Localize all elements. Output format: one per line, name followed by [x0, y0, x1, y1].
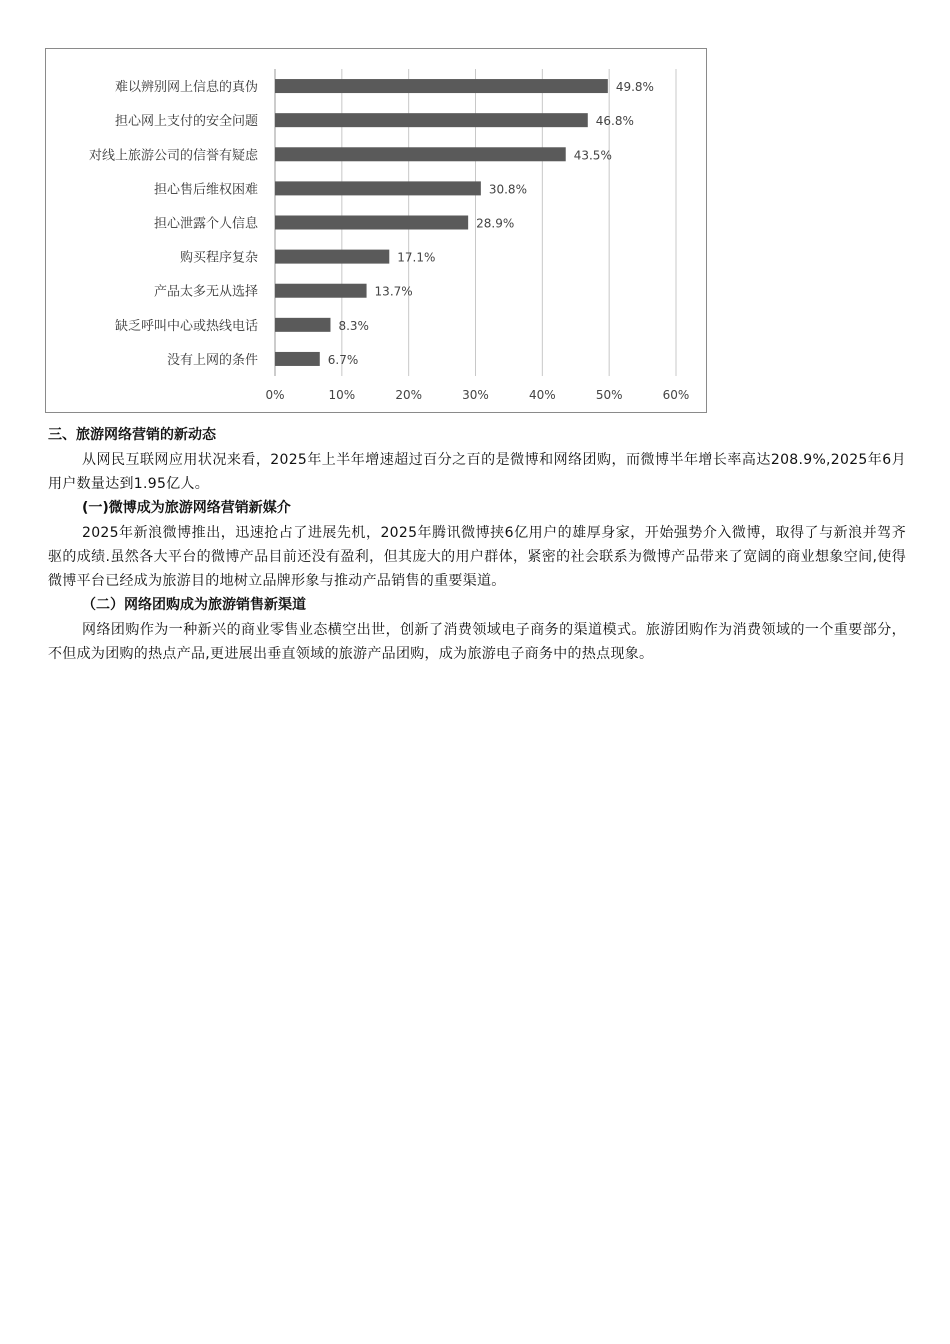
- bar: [275, 284, 367, 298]
- bar: [275, 147, 566, 161]
- category-label: 担心售后维权困难: [153, 182, 258, 198]
- bar-chart-svg: [46, 49, 706, 412]
- document-body: [48, 423, 906, 666]
- x-tick-label: 10%: [328, 388, 356, 402]
- intro-paragraph: 从网民互联网应用状况来看，2025年上半年增速超过百分之百的是微博和网络团购，而微博半年增长率高达208.9%,2025年6月用户数量达到1.95亿人。: [48, 452, 906, 492]
- survey-bar-chart: [45, 48, 707, 413]
- category-label: 没有上网的条件: [166, 352, 258, 368]
- subsection-1-paragraph: 2025年新浪微博推出，迅速抢占了进展先机，2025年腾讯微博挟6亿用户的雄厚身家，开始强势介入微博，取得了与新浪并驾齐驱的成绩.虽然各大平台的微博产品目前还没有盈利，但其庞大的用户群体，紧密的社会联系为微博产品带来了宽阔的商业想象空间,使得微博平台已经成为旅游目的地树立品牌形象与推动产品销售的重要渠道。: [48, 525, 906, 589]
- category-label: 难以辨别网上信息的真伪: [114, 80, 258, 96]
- value-label: 28.9%: [476, 216, 515, 231]
- x-tick-label: 30%: [462, 388, 489, 402]
- category-label: 担心泄露个人信息: [153, 216, 258, 232]
- value-label: 8.3%: [338, 318, 369, 333]
- bar: [275, 352, 320, 366]
- value-label: 17.1%: [397, 250, 436, 265]
- bar: [275, 216, 468, 230]
- value-label: 49.8%: [615, 80, 654, 95]
- x-tick-label: 40%: [528, 388, 556, 402]
- bar: [275, 318, 330, 332]
- value-label: 13.7%: [374, 284, 413, 299]
- value-label: 30.8%: [488, 182, 527, 197]
- bar: [275, 250, 389, 264]
- subsection-1-title: (一)微博成为旅游网络营销新媒介: [82, 500, 291, 516]
- bar: [275, 181, 481, 195]
- x-tick-label: 50%: [595, 388, 623, 402]
- x-tick-label: 0%: [265, 388, 285, 402]
- category-label: 购买程序复杂: [179, 250, 258, 266]
- bar: [275, 79, 608, 93]
- category-label: 对线上旅游公司的信誉有疑虑: [88, 148, 258, 164]
- category-label: 担心网上支付的安全问题: [114, 114, 258, 130]
- bar: [275, 113, 588, 127]
- category-label: 产品太多无从选择: [153, 284, 258, 300]
- value-label: 46.8%: [595, 114, 634, 129]
- section-title: 三、旅游网络营销的新动态: [48, 427, 216, 443]
- subsection-2-paragraph: 网络团购作为一种新兴的商业零售业态横空出世，创新了消费领域电子商务的渠道模式。旅游团购作为消费领域的一个重要部分，不但成为团购的热点产品,更进展出垂直领域的旅游产品团购，成为旅游电子商务中的热点现象。: [48, 622, 906, 662]
- value-label: 43.5%: [573, 148, 612, 163]
- x-tick-label: 20%: [395, 388, 423, 402]
- subsection-2-title: （二）网络团购成为旅游销售新渠道: [82, 597, 306, 613]
- category-label: 缺乏呼叫中心或热线电话: [114, 318, 258, 334]
- x-tick-label: 60%: [662, 388, 690, 402]
- value-label: 6.7%: [327, 352, 359, 367]
